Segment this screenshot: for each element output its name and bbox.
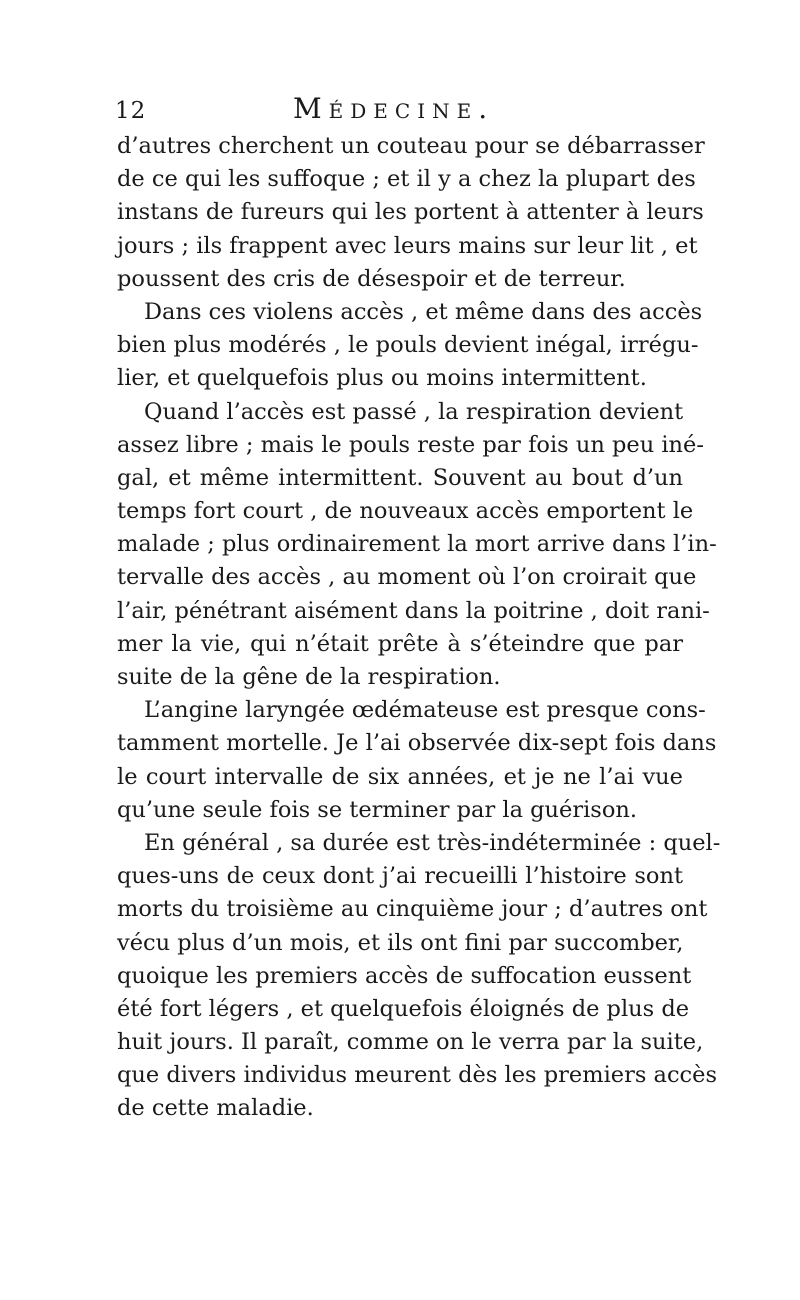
text-line: poussent des cris de désespoir et de terreur. — [117, 265, 626, 292]
text-line: de ce qui les suffoque ; et il y a chez la plupart des — [117, 166, 696, 193]
paragraph-start: L’angine laryngée œdémateuse est presque cons- — [144, 697, 706, 724]
text-line: vécu plus d’un mois, et ils ont fini par succomber, — [117, 929, 684, 956]
paragraph-start: Dans ces violens accès , et même dans des accès — [144, 298, 703, 325]
body-text — [117, 130, 721, 1126]
text-line: malade ; plus ordinairement la mort arrive dans l’in- — [117, 531, 717, 558]
text-line: lier, et quelquefois plus ou moins intermittent. — [117, 365, 647, 392]
text-line: tamment mortelle. Je l’ai observée dix-sept fois dans — [117, 730, 717, 757]
text-line: assez libre ; mais le pouls reste par fois un peu iné- — [117, 431, 704, 458]
paragraph-start: En général , sa durée est très-indéterminée : quel- — [144, 829, 721, 856]
text-line: que divers individus meurent dès les premiers accès — [117, 1062, 718, 1089]
text-line: de cette maladie. — [117, 1095, 314, 1122]
paragraph-start: Quand l’accès est passé , la respiration devient — [144, 398, 684, 425]
text-line: instans de fureurs qui les portent à attenter à leurs — [117, 199, 704, 226]
text-line: huit jours. Il paraît, comme on le verra par la suite, — [117, 1029, 704, 1056]
text-line: bien plus modérés , le pouls devient inégal, irrégu- — [117, 332, 699, 359]
text-line: quoique les premiers accès de suffocation eussent — [117, 962, 692, 989]
text-line: jours ; ils frappent avec leurs mains sur leur lit , et — [117, 232, 698, 259]
text-line: le court intervalle de six années, et je ne l’ai vue — [117, 763, 683, 790]
text-line: gal, et même intermittent. Souvent au bout d’un — [117, 464, 683, 491]
text-line: temps fort court , de nouveaux accès emportent le — [117, 498, 694, 525]
page-header — [115, 92, 685, 132]
text-line: qu’une seule fois se terminer par la guérison. — [117, 796, 638, 823]
text-line: suite de la gêne de la respiration. — [117, 664, 501, 690]
text-line: d’autres cherchent un couteau pour se débarrasser — [117, 133, 705, 159]
text-line: l’air, pénétrant aisément dans la poitrine , doit rani- — [117, 597, 710, 624]
running-head: Médecine. — [293, 92, 495, 125]
text-line: ques-uns de ceux dont j’ai recueilli l’histoire sont — [117, 863, 683, 890]
page-number: 12 — [115, 98, 147, 124]
text-line: mer la vie, qui n’était prête à s’éteindre que par — [117, 630, 683, 657]
text-line: morts du troisième au cinquième jour ; d’autres ont — [117, 896, 708, 923]
text-line: tervalle des accès , au moment où l’on croirait que — [117, 564, 697, 591]
text-line: été fort légers , et quelquefois éloignés de plus de — [117, 995, 690, 1022]
